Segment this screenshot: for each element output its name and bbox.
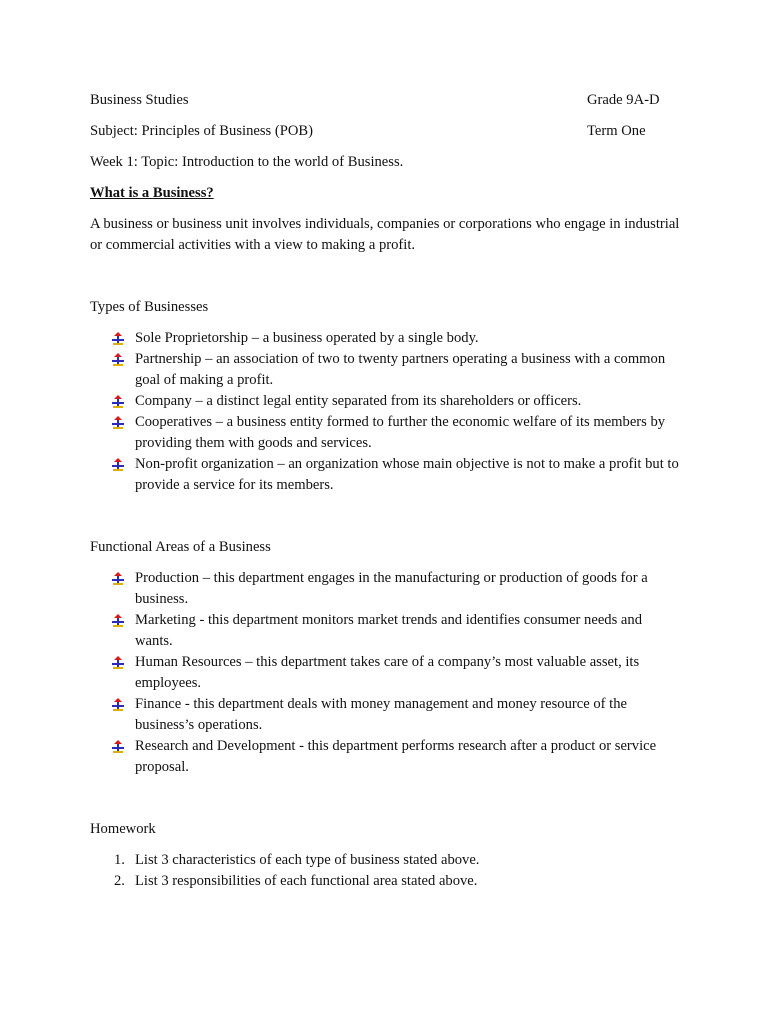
header-row-2 (90, 121, 680, 142)
list-item-text: Sole Proprietorship – a business operated by a single body. (135, 330, 479, 346)
list-item-text: Research and Development - this department performs research after a product or service proposal. (135, 738, 657, 775)
list-item-number: 1. (114, 852, 125, 868)
four-color-arrow-bullet-icon (112, 353, 124, 366)
header-row-1 (90, 90, 680, 111)
document-page (90, 90, 680, 892)
intro-heading: What is a Business? (90, 185, 214, 201)
spacer (90, 788, 680, 819)
list-item-number: 2. (114, 873, 125, 889)
list-item-text: List 3 characteristics of each type of business stated above. (135, 852, 480, 868)
subject-area: Business Studies (90, 92, 189, 108)
spacer (90, 266, 680, 297)
four-color-arrow-bullet-icon (112, 614, 124, 627)
list-item (90, 610, 680, 652)
four-color-arrow-bullet-icon (112, 395, 124, 408)
homework-list (90, 850, 680, 892)
list-item (90, 328, 680, 349)
list-item-text: Production – this department engages in the manufacturing or production of goods for a business. (135, 570, 648, 607)
four-color-arrow-bullet-icon (112, 458, 124, 471)
grade: Grade 9A-D (587, 92, 660, 108)
list-item-text: Human Resources – this department takes care of a company’s most valuable asset, its employees. (135, 654, 640, 691)
list-item (90, 850, 680, 871)
list-item-text: Marketing - this department monitors market trends and identifies consumer needs and wants. (135, 612, 642, 649)
list-item (90, 694, 680, 736)
intro-paragraph: A business or business unit involves individuals, companies or corporations who engage in industrial or commercial activities with a view to making a profit. (90, 216, 680, 253)
list-item-text: Cooperatives – a business entity formed to further the economic welfare of its members by providing them with goods and services. (135, 414, 666, 451)
four-color-arrow-bullet-icon (112, 740, 124, 753)
list-item (90, 391, 680, 412)
functional-heading: Functional Areas of a Business (90, 539, 271, 555)
types-heading: Types of Businesses (90, 299, 209, 315)
subject: Subject: Principles of Business (POB) (90, 123, 313, 139)
list-item (90, 652, 680, 694)
four-color-arrow-bullet-icon (112, 332, 124, 345)
four-color-arrow-bullet-icon (112, 698, 124, 711)
list-item-text: Partnership – an association of two to twenty partners operating a business with a common goal of making a profit. (135, 351, 666, 388)
list-item (90, 412, 680, 454)
list-item-text: Finance - this department deals with money management and money resource of the business’s operations. (135, 696, 627, 733)
term: Term One (587, 123, 646, 139)
list-item-text: Non-profit organization – an organization whose main objective is not to make a profit but to provide a service for its members. (135, 456, 679, 493)
four-color-arrow-bullet-icon (112, 572, 124, 585)
types-list (90, 328, 680, 496)
list-item (90, 568, 680, 610)
functional-list (90, 568, 680, 778)
list-item-text: List 3 responsibilities of each functional area stated above. (135, 873, 478, 889)
spacer (90, 506, 680, 537)
homework-heading: Homework (90, 821, 156, 837)
four-color-arrow-bullet-icon (112, 656, 124, 669)
list-item (90, 349, 680, 391)
week-topic: Week 1: Topic: Introduction to the world of Business. (90, 154, 404, 170)
list-item-text: Company – a distinct legal entity separated from its shareholders or officers. (135, 393, 582, 409)
list-item (90, 454, 680, 496)
four-color-arrow-bullet-icon (112, 416, 124, 429)
list-item (90, 871, 680, 892)
list-item (90, 736, 680, 778)
